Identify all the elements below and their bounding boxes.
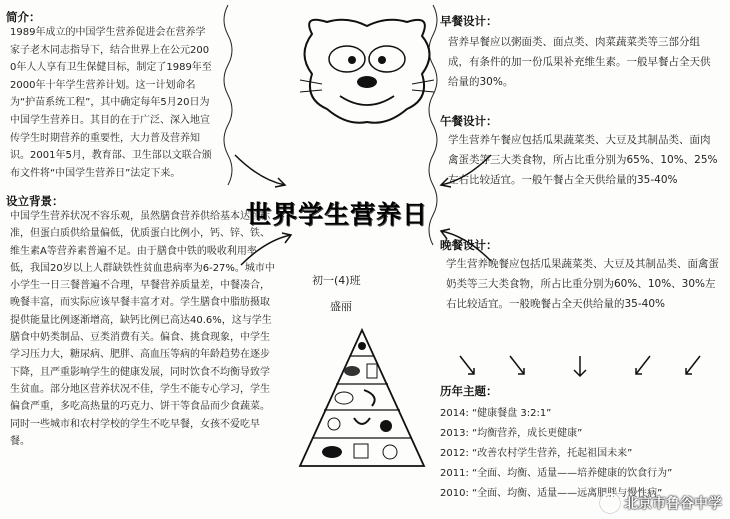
lunch-heading: 午餐设计： bbox=[440, 114, 498, 128]
theme-item: 2012: “改善农村学生营养，托起祖国未来” bbox=[440, 448, 633, 459]
arrow-icon bbox=[436, 226, 496, 266]
theme-item: 2014: “健康餐盘 3:2:1” bbox=[440, 408, 552, 419]
dinner-text: 学生营养晚餐应包括瓜果蔬菜类、大豆及其制品类、面禽蛋奶类等三大类食物，所占比重分别为60%、10%、30%左右比较适宜。一般晚餐占全天供给量的35-40% bbox=[446, 258, 719, 310]
theme-item: 2011: “全面、均衡、适量——培养健康的饮食行为” bbox=[440, 468, 673, 479]
poster-title: 世界学生营养日 bbox=[246, 200, 429, 229]
theme-item: 2010: “全面、均衡、适量——远离肥胖与慢性病” bbox=[440, 488, 663, 499]
lunch-text: 学生营养午餐应包括瓜果蔬菜类、大豆及其制品类、面肉禽蛋类等三大类食物，所占比重分别为65%、10%、25%左右比较适宜。一般午餐占全天供给量的35-40% bbox=[448, 134, 718, 186]
themes-heading: 历年主题： bbox=[440, 384, 498, 398]
theme-item: 2013: “均衡营养，成长更健康” bbox=[440, 428, 583, 439]
left-divider bbox=[218, 0, 238, 519]
arrow-icon bbox=[436, 150, 496, 190]
themes-list bbox=[440, 404, 726, 504]
watermark bbox=[600, 493, 722, 513]
arrows-row-icon bbox=[450, 352, 720, 382]
breakfast-heading: 早餐设计： bbox=[440, 14, 498, 28]
food-pyramid-icon bbox=[292, 326, 432, 476]
arrow-icon bbox=[230, 150, 290, 190]
intro-text: 1989年成立的中国学生营养促进会在营养学家子老木同志指导下，结合世界上在公元2000年人人享有卫生保健目标，制定了1989年至2000年十年学生营养计划。这一计划命名为“护苗系统工程”，其中确定每年5月20日为中国学生营养日。其目的在于广泛、深入地宣传学生时期营养的重要性，大力普及营养知识。2001年5月，教育部、卫生部以文联合颁布文件将“中国学生营养日”法定下来。 bbox=[10, 27, 212, 179]
intro-heading: 简介： bbox=[6, 10, 41, 24]
class-label: 初一(4)班 bbox=[312, 274, 361, 287]
wechat-icon bbox=[600, 493, 620, 513]
watermark-text: 北京市鲁谷中学 bbox=[624, 496, 722, 512]
dinner-heading: 晚餐设计： bbox=[440, 238, 498, 252]
cartoon-face-icon bbox=[292, 14, 442, 134]
author-name: 盛丽 bbox=[330, 300, 352, 313]
background-text: 中国学生营养状况不容乐观，虽然膳食营养供给基本达到标准，但蛋白质供给量偏低，优质蛋白比例小，钙、锌、铁、维生素A等营养素普遍不足。由于膳食中铁的吸收利用率低，我国20岁以上人群缺铁性贫血患病率为6-27%。城市中小学生一日三餐普遍不合理，早餐营养质量差，中餐凑合，晚餐丰富，而实际应该早餐丰富才对。学生膳食中脂肪摄取提供能量比例逐渐增高，缺钙比例已高达40.6%，这与学生膳食中奶类制品、豆类消费有关。偏食、挑食现象，中学生学习压力大，糖尿病、肥胖、高血压等病的年龄趋势在逐步下降，且严重影响学生的健康发展，同时饮食不均衡导致学生贫血。部分地区营养状况不佳，学生不能专心学习，学生偏食严重，多吃高热量的巧克力、饼干等食品而少食蔬菜。同时一些城市和农村学校的学生不吃早餐，女孩不爱吃早餐。 bbox=[10, 211, 275, 447]
arrow-icon bbox=[236, 230, 296, 270]
breakfast-text: 营养早餐应以粥面类、面点类、肉菜蔬菜类等三部分组成，有条件的加一份瓜果补充维生素。一般早餐占全天供给量的30%。 bbox=[448, 36, 711, 88]
background-heading: 设立背景： bbox=[6, 194, 64, 208]
